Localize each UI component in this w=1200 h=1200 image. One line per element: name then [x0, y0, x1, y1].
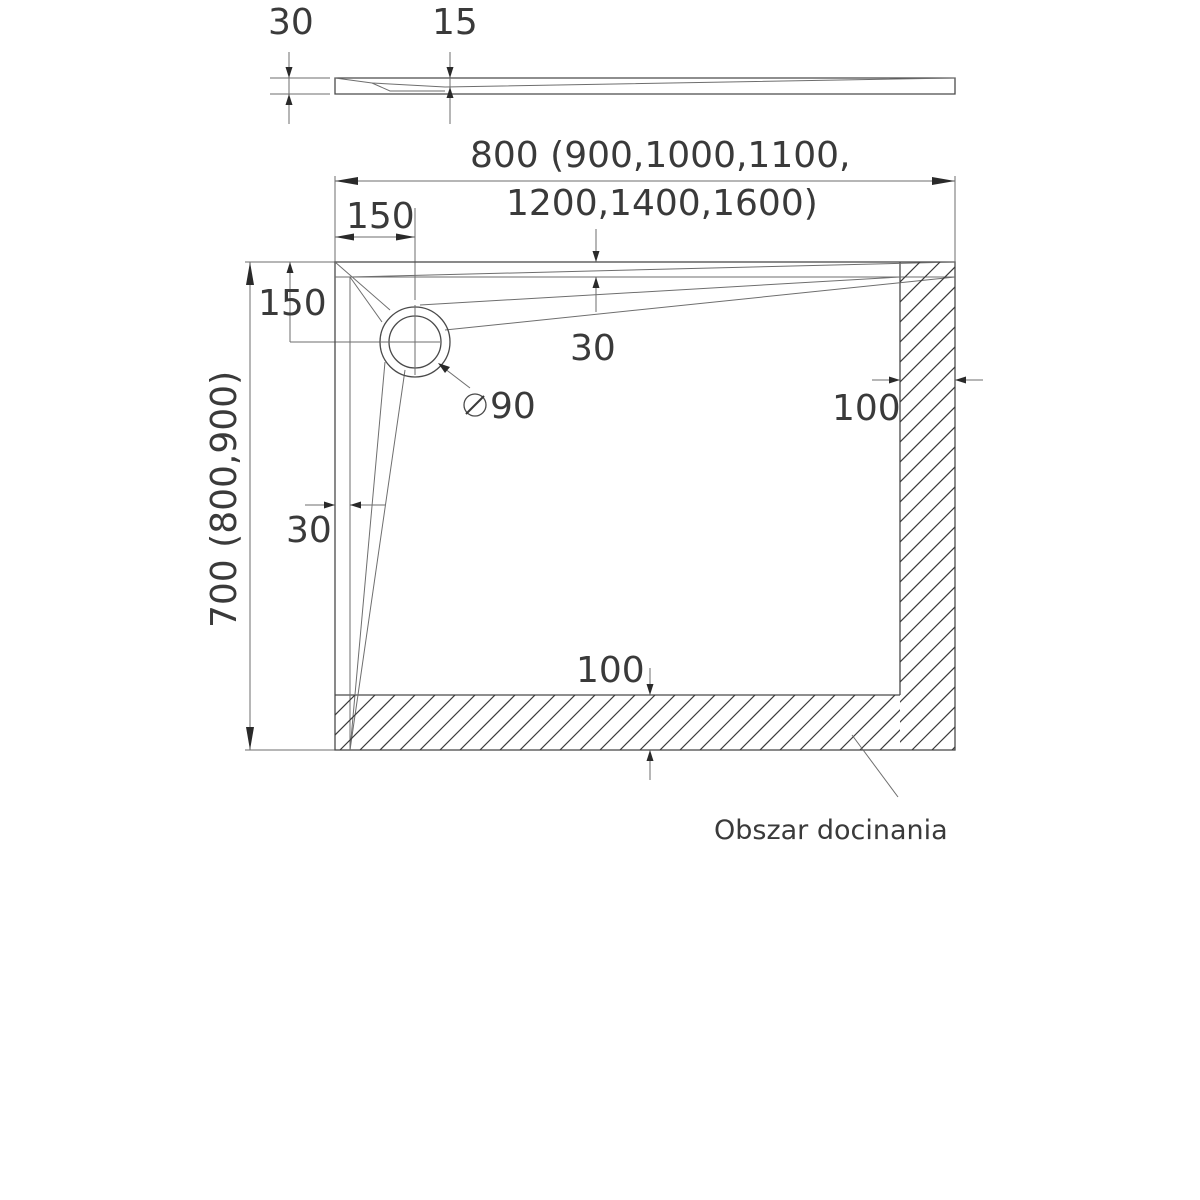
profile-thickness-label: 15 — [432, 2, 478, 43]
hatch-line — [732, 262, 1200, 750]
drain-offset-x-label: 150 — [346, 196, 415, 237]
hatch-line — [1172, 262, 1200, 750]
cutting-area-note: Obszar docinania — [714, 815, 948, 846]
hatch-line — [1052, 262, 1200, 750]
drain-diameter-leader — [438, 363, 470, 388]
hatch-line — [832, 262, 1200, 750]
hatch-line — [1012, 262, 1200, 750]
hatch-line — [612, 262, 1100, 750]
hatch-line — [932, 262, 1200, 750]
hatch-line — [592, 262, 1080, 750]
hatch-line — [752, 262, 1200, 750]
hatch-line — [972, 262, 1200, 750]
length-label: 700 (800,900) — [204, 370, 245, 628]
profile-height-label: 30 — [268, 2, 314, 43]
hatch-line — [672, 262, 1160, 750]
hatch-line — [652, 262, 1140, 750]
hatch-line — [1192, 262, 1200, 750]
cutting-area-hatch — [280, 262, 1200, 750]
hatch-line — [940, 695, 995, 750]
hatch-line — [1112, 262, 1200, 750]
drain-offset-y-label: 150 — [258, 283, 327, 324]
hatch-line — [572, 262, 1060, 750]
hatch-line — [992, 262, 1200, 750]
hatch-line — [432, 262, 920, 750]
drain-diameter-label: 90 — [490, 386, 536, 427]
hatch-line — [792, 262, 1200, 750]
hatch-line — [1132, 262, 1200, 750]
hatch-line — [772, 262, 1200, 750]
hatch-line — [492, 262, 980, 750]
width-label-continued: 1200,1400,1600) — [506, 183, 818, 224]
diameter-icon — [464, 394, 486, 416]
hatch-line — [900, 695, 955, 750]
hatch-line — [1072, 262, 1200, 750]
hatch-line — [1152, 262, 1200, 750]
hatch-line — [712, 262, 1200, 750]
hatch-line — [892, 262, 1200, 750]
slope-top-label: 30 — [570, 328, 616, 369]
side-profile — [270, 52, 955, 124]
hatch-line — [280, 695, 335, 750]
hatch-line — [472, 262, 960, 750]
cutting-area-leader — [852, 735, 898, 797]
cut-right-label: 100 — [832, 388, 901, 429]
slope-left-label: 30 — [286, 510, 332, 551]
cut-right-dimension — [872, 377, 983, 384]
width-label: 800 (900,1000,1100, — [470, 135, 851, 176]
cut-bottom-label: 100 — [576, 650, 645, 691]
hatch-line — [1032, 262, 1200, 750]
hatch-line — [412, 262, 900, 750]
hatch-line — [952, 262, 1200, 750]
hatch-line — [692, 262, 1180, 750]
slope-left-dimension — [305, 502, 385, 509]
cut-bottom-dimension — [647, 668, 654, 780]
hatch-line — [632, 262, 1120, 750]
tray-plan — [335, 262, 955, 750]
hatch-line — [452, 262, 940, 750]
hatch-line — [1092, 262, 1200, 750]
hatch-line — [920, 695, 975, 750]
hatch-line — [872, 262, 1200, 750]
drain — [380, 305, 450, 377]
hatch-line — [812, 262, 1200, 750]
hatch-line — [852, 262, 1200, 750]
